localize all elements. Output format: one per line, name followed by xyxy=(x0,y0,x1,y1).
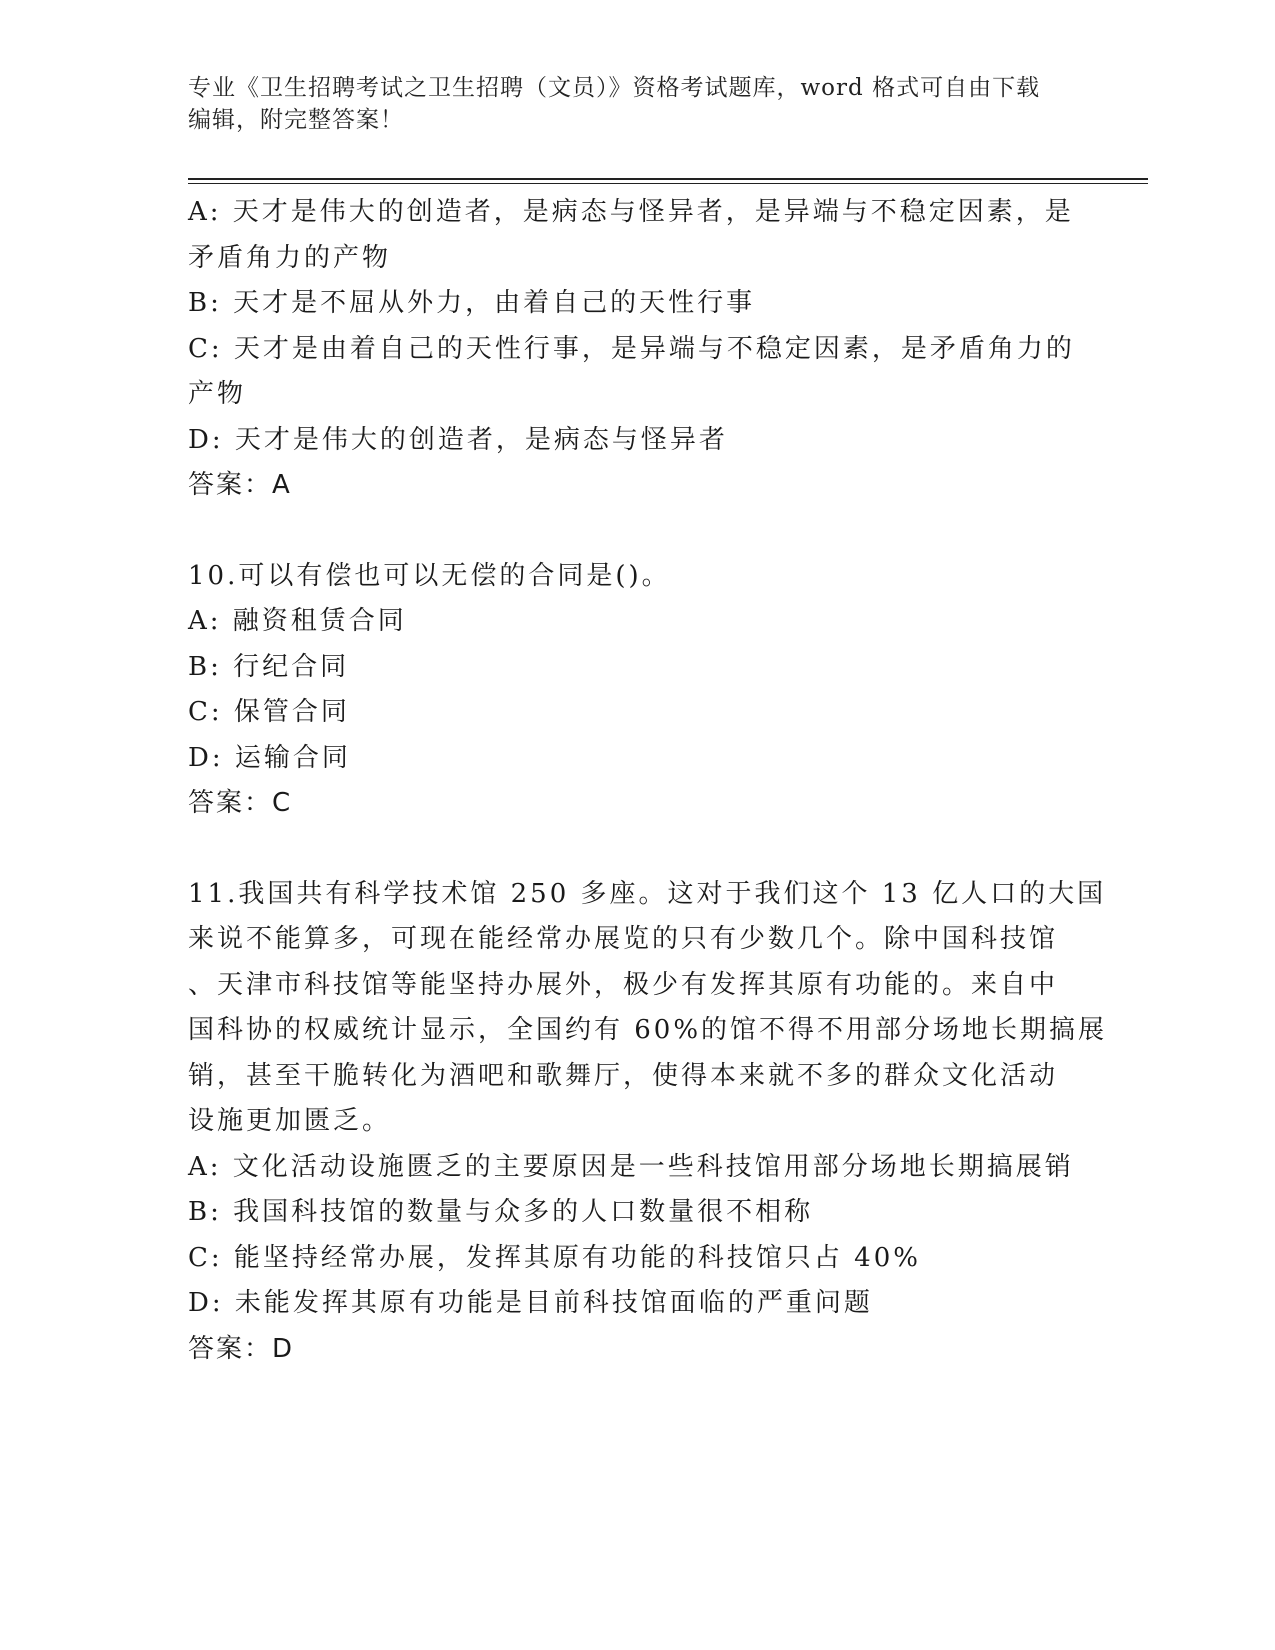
question-9 xyxy=(188,190,1088,509)
question-list xyxy=(188,190,1108,1372)
header-divider-thin xyxy=(188,183,1148,184)
option-a: A: 文化活动设施匮乏的主要原因是一些科技馆用部分场地长期搞展销 xyxy=(188,1151,1074,1182)
question-stem-line: 、天津市科技馆等能坚持办展外，极少有发挥其原有功能的。来自中 xyxy=(188,969,1059,1000)
option-b: B: 我国科技馆的数量与众多的人口数量很不相称 xyxy=(188,1197,814,1227)
answer: 答案：A xyxy=(188,470,292,500)
question-stem-line: 来说不能算多，可现在能经常办展览的只有少数几个。除中国科技馆 xyxy=(188,924,1059,954)
question-10 xyxy=(188,554,1088,827)
option-c: C: 天才是由着自己的天性行事，是异端与不稳定因素，是矛盾角力的 xyxy=(188,333,1075,364)
option-b: B: 天才是不屈从外力，由着自己的天性行事 xyxy=(188,288,756,318)
question-stem: 10.可以有偿也可以无偿的合同是()。 xyxy=(188,560,671,591)
answer: 答案：D xyxy=(188,1333,295,1364)
option-d: D: 运输合同 xyxy=(188,742,351,773)
document-header xyxy=(188,72,1088,136)
option-a: A: 天才是伟大的创造者，是病态与怪异者，是异端与不稳定因素，是 xyxy=(188,197,1074,227)
header-line-2: 编辑，附完整答案！ xyxy=(188,107,404,133)
option-c-continued: 产物 xyxy=(188,379,247,409)
question-stem-line: 销，甚至干脆转化为酒吧和歌舞厅，使得本来就不多的群众文化活动 xyxy=(188,1060,1059,1091)
option-c: C: 保管合同 xyxy=(188,697,350,727)
option-d: D: 未能发挥其原有功能是目前科技馆面临的严重问题 xyxy=(188,1288,873,1318)
answer: 答案：C xyxy=(188,788,293,818)
option-c: C: 能坚持经常办展，发挥其原有功能的科技馆只占 40% xyxy=(188,1242,921,1273)
option-a: A: 融资租赁合同 xyxy=(188,606,407,636)
header-line-1: 专业《卫生招聘考试之卫生招聘（文员）》资格考试题库，word 格式可自由下载 xyxy=(188,75,1041,101)
question-stem-line: 国科协的权威统计显示，全国约有 60%的馆不得不用部分场地长期搞展 xyxy=(188,1015,1108,1045)
question-11 xyxy=(188,872,1108,1373)
option-a-continued: 矛盾角力的产物 xyxy=(188,242,392,273)
option-b: B: 行纪合同 xyxy=(188,651,350,682)
option-d: D: 天才是伟大的创造者，是病态与怪异者 xyxy=(188,424,728,455)
question-stem-line: 11.我国共有科学技术馆 250 多座。这对于我们这个 13 亿人口的大国 xyxy=(188,878,1107,909)
header-divider-thick xyxy=(188,178,1148,180)
question-stem-line: 设施更加匮乏。 xyxy=(188,1106,392,1136)
